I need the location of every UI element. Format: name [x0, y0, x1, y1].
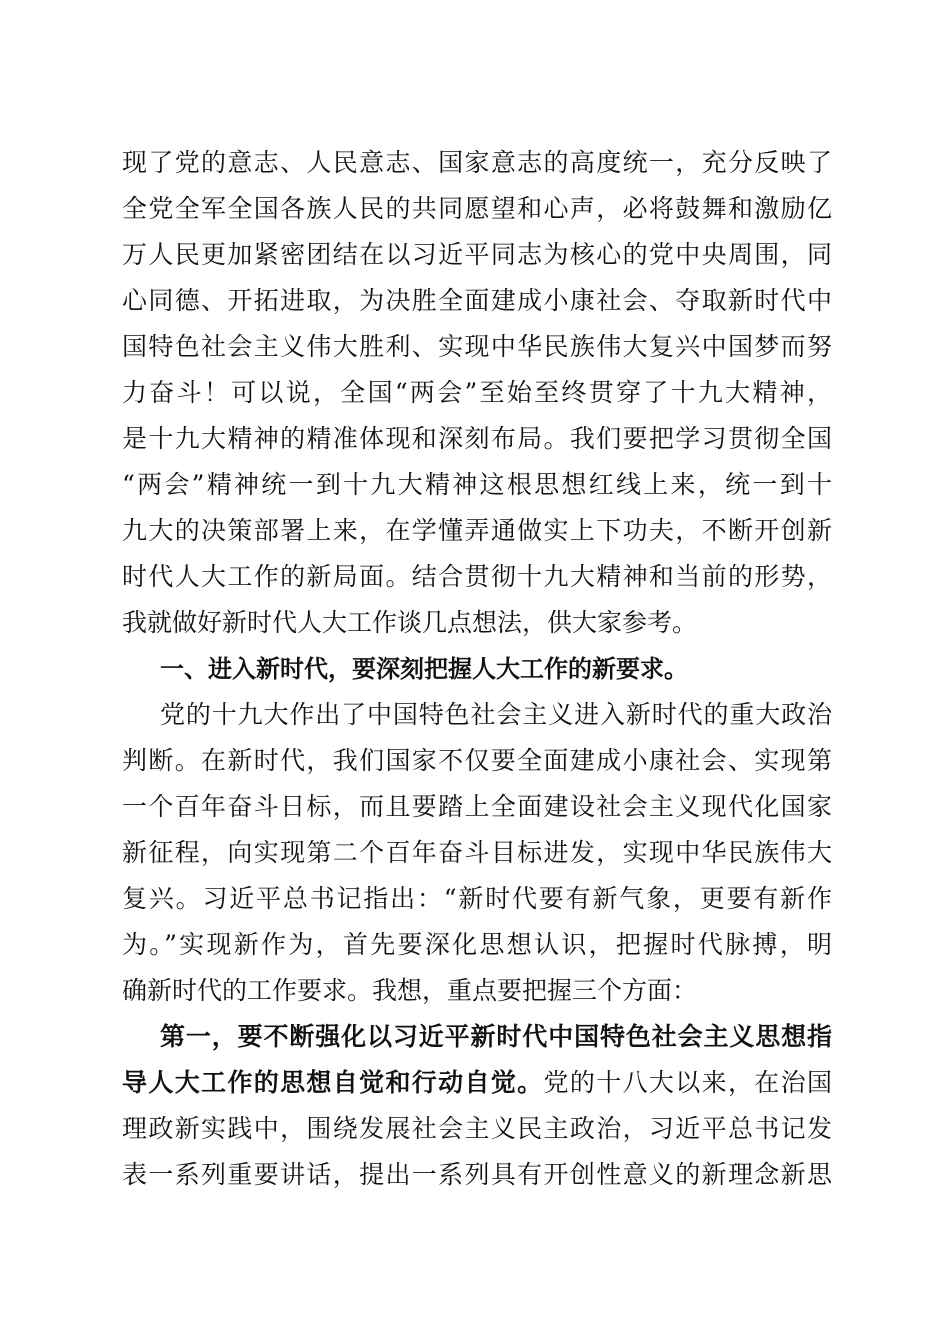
paragraph-line: 时代人大工作的新局面。结合贯彻十九大精神和当前的形势，	[122, 562, 832, 591]
paragraph-line: 表一系列重要讲话，提出一系列具有开创性意义的新理念新思	[122, 1160, 832, 1189]
paragraph-line: 力奋斗！可以说，全国“两会”至始至终贯穿了十九大精神，	[122, 378, 832, 407]
paragraph-text: 党的十八大以来，在治国	[543, 1068, 832, 1097]
paragraph-line: 复兴。习近平总书记指出：“新时代要有新气象，更要有新作	[122, 884, 832, 913]
paragraph-line	[122, 1060, 832, 1106]
paragraph-line: 心同德、开拓进取，为决胜全面建成小康社会、夺取新时代中	[122, 286, 832, 315]
document-body	[122, 140, 832, 1198]
paragraph-line: 万人民更加紧密团结在以习近平同志为核心的党中央周围，同	[122, 240, 832, 269]
paragraph-line: 国特色社会主义伟大胜利、实现中华民族伟大复兴中国梦而努	[122, 332, 832, 361]
paragraph-line: 全党全军全国各族人民的共同愿望和心声，必将鼓舞和激励亿	[122, 194, 832, 223]
paragraph-line: 是十九大精神的精准体现和深刻布局。我们要把学习贯彻全国	[122, 424, 832, 453]
paragraph-line: “两会”精神统一到十九大精神这根思想红线上来，统一到十	[122, 470, 832, 499]
paragraph-line: 新征程，向实现第二个百年奋斗目标进发，实现中华民族伟大	[122, 838, 832, 867]
paragraph-line: 确新时代的工作要求。我想，重点要把握三个方面：	[122, 976, 698, 1005]
paragraph-line: 现了党的意志、人民意志、国家意志的高度统一，充分反映了	[122, 148, 832, 177]
paragraph-line: 一个百年奋斗日标，而且要踏上全面建设社会主义现代化国家	[122, 792, 832, 821]
paragraph-line: 判断。在新时代，我们国家不仅要全面建成小康社会、实现第	[122, 746, 832, 775]
section-heading: 一、进入新时代，要深刻把握人大工作的新要求。	[160, 655, 688, 683]
paragraph-line: 我就做好新时代人大工作谈几点想法，供大家参考。	[122, 608, 698, 637]
paragraph-line: 为。”实现新作为，首先要深化思想认识，把握时代脉搏，明	[122, 930, 832, 959]
paragraph-line: 党的十九大作出了中国特色社会主义进入新时代的重大政治	[160, 700, 832, 729]
paragraph-line-bold-lead: 第一，要不断强化以习近平新时代中国特色社会主义思想指	[160, 1022, 832, 1051]
bold-lead-text: 导人大工作的思想自觉和行动自觉。	[122, 1068, 544, 1097]
paragraph-line: 九大的决策部署上来，在学懂弄通做实上下功夫，不断开创新	[122, 516, 832, 545]
paragraph-line: 理政新实践中，围绕发展社会主义民主政治，习近平总书记发	[122, 1114, 832, 1143]
